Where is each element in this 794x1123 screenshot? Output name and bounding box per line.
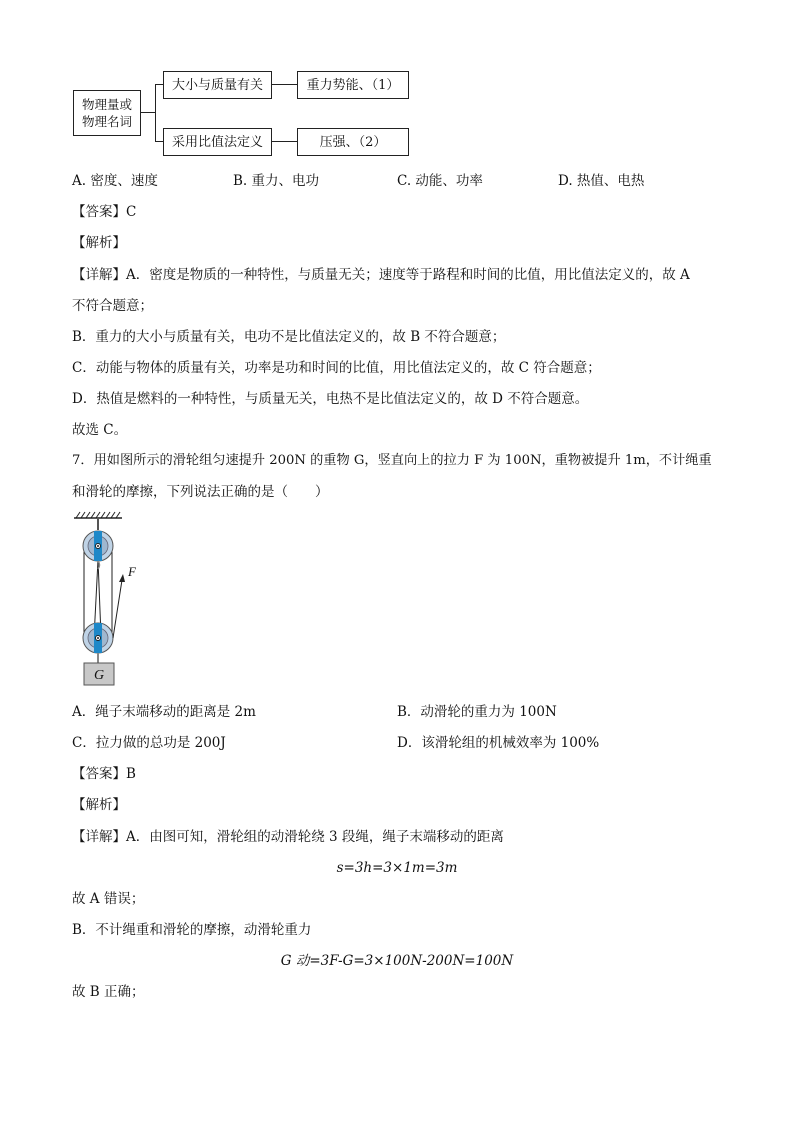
branch2-label-box [163, 128, 272, 156]
q7-formula-1: s=3h=3×1m=3m [336, 860, 458, 876]
q7-answer: 【答案】B [72, 766, 136, 782]
q6-detail-line: D．热值是燃料的一种特性，与质量无关，电热不是比值法定义的，故 D 不符合题意。 [72, 391, 589, 407]
pulley-figure [70, 510, 160, 690]
branch2-result: 压强、（2） [319, 134, 387, 150]
q7-stem: 7．用如图所示的滑轮组匀速提升 200N 的重物 G，竖直向上的拉力 F 为 100N，重物被提升 1m，不计绳重 [72, 453, 712, 468]
q7-analysis-title: 【解析】 [72, 797, 126, 813]
q7-detail-b: B．不计绳重和滑轮的摩擦，动滑轮重力 [72, 922, 312, 938]
q7-detail-a: 【详解】A．由图可知，滑轮组的动滑轮绕 3 段绳，绳子末端移动的距离 [72, 829, 504, 845]
q7-conclusion-b: 故 B 正确； [72, 984, 145, 1000]
q7-stem: 和滑轮的摩擦，下列说法正确的是（ ） [72, 484, 329, 500]
q6-option-a: A. 密度、速度 [72, 173, 158, 189]
q7-option-d: D．该滑轮组的机械效率为 100% [397, 735, 600, 751]
movable-pulley [83, 623, 113, 653]
force-label: F [128, 564, 136, 579]
q6-detail-line: 故选 C。 [72, 422, 128, 438]
q6-option-d: D. 热值、电热 [558, 173, 645, 189]
q7-option-b: B．动滑轮的重力为 100N [397, 704, 557, 720]
concept-root-box [73, 90, 141, 136]
connector-top-result [271, 84, 297, 85]
q7-conclusion-a: 故 A 错误； [72, 891, 145, 907]
q7-formula-2: G 动=3F-G=3×100N-200N=100N [280, 953, 514, 969]
branch1-label: 大小与质量有关 [171, 77, 263, 93]
branch2-result-box [297, 128, 409, 156]
fixed-pulley [83, 531, 113, 561]
q7-option-a: A．绳子末端移动的距离是 2m [72, 704, 256, 720]
q6-detail-line: 【详解】A．密度是物质的一种特性，与质量无关；速度等于路程和时间的比值，用比值法定义的，故 A [72, 267, 690, 283]
q7-option-c: C．拉力做的总功是 200J [72, 735, 226, 751]
connector-top [155, 84, 163, 85]
connector-vertical [155, 84, 156, 142]
q6-analysis-title: 【解析】 [72, 235, 126, 251]
q6-detail-line: 不符合题意； [72, 298, 153, 314]
q6-answer: 【答案】C [72, 204, 137, 220]
q6-detail-line: C．动能与物体的质量有关，功率是功和时间的比值，用比值法定义的，故 C 符合题意； [72, 360, 601, 376]
branch1-result: 重力势能、（1） [306, 77, 400, 93]
branch1-result-box [297, 71, 409, 99]
q6-detail-line: B．重力的大小与质量有关，电功不是比值法定义的，故 B 不符合题意； [72, 329, 506, 345]
branch1-label-box [163, 71, 272, 99]
connector-bottom-result [271, 141, 297, 142]
weight-label: G [93, 668, 105, 683]
connector-bottom [155, 141, 163, 142]
q6-option-b: B. 重力、电功 [233, 173, 320, 189]
q6-option-c: C. 动能、功率 [397, 173, 483, 189]
branch2-label: 采用比值法定义 [171, 134, 263, 150]
connector-root [140, 112, 155, 113]
concept-root-label: 物理量或 物理名词 [81, 97, 132, 129]
